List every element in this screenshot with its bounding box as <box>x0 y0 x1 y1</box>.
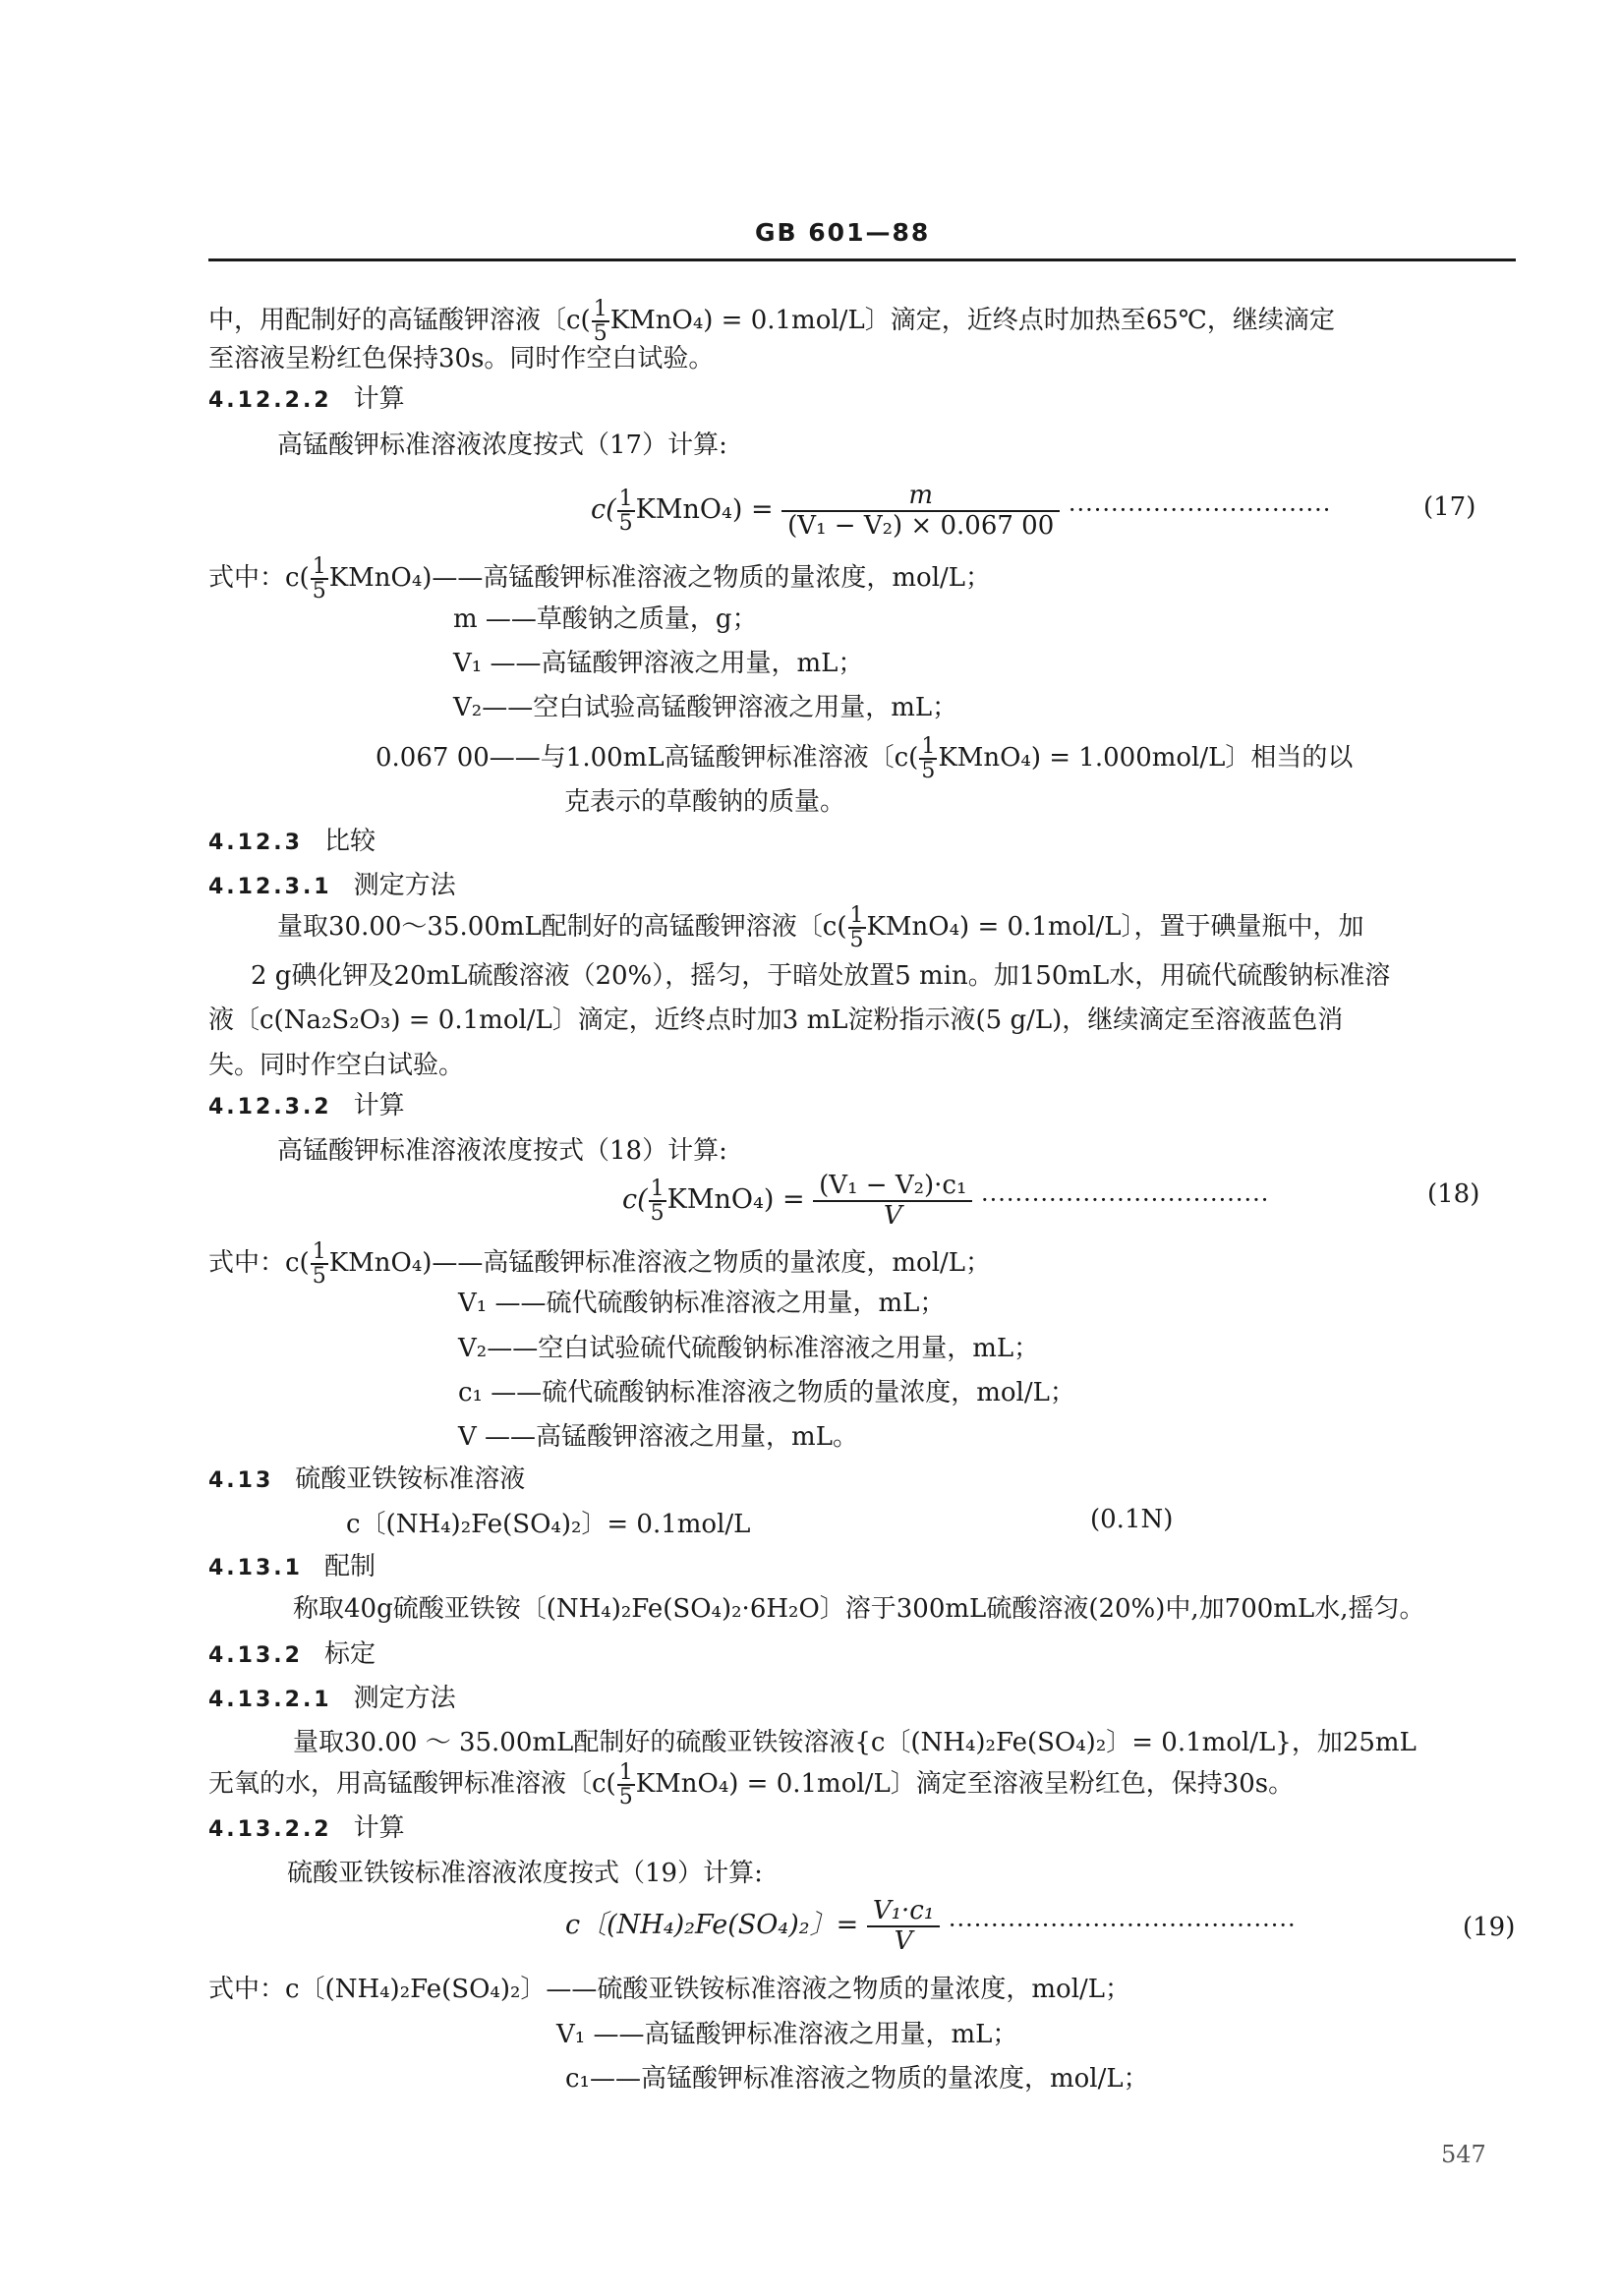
where-item: V₁ ——硫代硫酸钠标准溶液之用量，mL； <box>458 1289 946 1318</box>
fraction-one-fifth: $\frac{1}{5}$ <box>593 297 607 347</box>
formula-18-fraction: $\frac{\text{(V₁ − V₂)·c₁}}{V}$ <box>813 1172 972 1230</box>
section-heading-4-12-2-2: 4.12.2.2 计算 <box>208 384 405 414</box>
formula-19: c〔(NH₄)₂Fe(SO₄)₂〕= $\frac{\text{V₁·c₁}}{V}$ ········································· <box>565 1896 1297 1956</box>
paragraph-line: 液〔c(Na₂S₂O₃) = 0.1mol/L〕滴定，近终点时加3 mL淀粉指示液(5 g/L)，继续滴定至溶液蓝色消 <box>208 1005 1344 1035</box>
paragraph-line: 至溶液呈粉红色保持30s。同时作空白试验。 <box>208 344 715 373</box>
formula-intro-17: 高锰酸钾标准溶液浓度按式（17）计算: <box>277 430 727 460</box>
where-item: V₂——空白试验硫代硫酸钠标准溶液之用量，mL； <box>458 1334 1040 1363</box>
paragraph-line: 量取30.00 ～ 35.00mL配制好的硫酸亚铁铵溶液{c〔(NH₄)₂Fe(SO₄)₂〕= 0.1mol/L}，加25mL <box>293 1728 1417 1757</box>
formula-17: c( $\frac{1}{5}$ KMnO₄) = $\frac{m}{\text{(V₁ − V₂) × 0.067 00}}$ ······························· <box>591 481 1332 541</box>
equation-number-19: (19) <box>1463 1913 1516 1942</box>
where-item: c₁ ——硫代硫酸钠标准溶液之物质的量浓度，mol/L； <box>458 1378 1075 1407</box>
where-item: V ——高锰酸钾溶液之用量，mL。 <box>458 1422 858 1452</box>
formula-18: c( $\frac{1}{5}$ KMnO₄) = $\frac{\text{(V₁ − V₂)·c₁}}{V}$ ·································· <box>622 1171 1270 1231</box>
equation-number-17: (17) <box>1423 492 1476 522</box>
section-heading-4-13-2-1: 4.13.2.1 测定方法 <box>208 1684 456 1713</box>
fraction-one-fifth: $\frac{1}{5}$ <box>849 903 864 953</box>
section-heading-4-13-2: 4.13.2 标定 <box>208 1639 376 1669</box>
where-item: m ——草酸钠之质量，g； <box>453 604 758 634</box>
paragraph-line: 称取40g硫酸亚铁铵〔(NH₄)₂Fe(SO₄)₂·6H₂O〕溶于300mL硫酸溶液(20%)中,加700mL水,摇匀。 <box>293 1594 1425 1624</box>
where-item: V₂——空白试验高锰酸钾溶液之用量，mL； <box>453 693 958 722</box>
fraction-one-fifth: $\frac{1}{5}$ <box>921 734 936 784</box>
where-item: V₁ ——高锰酸钾标准溶液之用量，mL； <box>556 2020 1018 2049</box>
formula-19-fraction: $\frac{\text{V₁·c₁}}{V}$ <box>867 1897 940 1955</box>
where-item: 克表示的草酸钠的质量。 <box>564 787 846 817</box>
paragraph-line: 无氧的水，用高锰酸钾标准溶液〔c( $\frac{1}{5}$ KMnO₄) = 0.1mol/L〕滴定至溶液呈粉红色，保持30s。 <box>208 1760 1295 1810</box>
normality-4-13: (0.1N) <box>1090 1505 1174 1534</box>
document-header-title: GB 601—88 <box>755 218 931 247</box>
section-heading-4-12-3-1: 4.12.3.1 测定方法 <box>208 871 456 900</box>
paragraph-line: 量取30.00～35.00mL配制好的高锰酸钾溶液〔c( $\frac{1}{5}$ KMnO₄) = 0.1mol/L〕，置于碘量瓶中，加 <box>277 903 1364 953</box>
where-item: c₁——高锰酸钾标准溶液之物质的量浓度，mol/L； <box>565 2064 1149 2094</box>
formula-17-fraction: $\frac{m}{\text{(V₁ − V₂) × 0.067 00}}$ <box>781 482 1060 540</box>
where-item: 0.067 00——与1.00mL高锰酸钾标准溶液〔c( $\frac{1}{5}$ KMnO₄) = 1.000mol/L〕相当的以 <box>376 734 1354 784</box>
section-heading-4-13-2-2: 4.13.2.2 计算 <box>208 1813 405 1843</box>
where-item: V₁ ——高锰酸钾溶液之用量，mL； <box>453 649 864 678</box>
section-heading-4-12-3: 4.12.3 比较 <box>208 827 376 856</box>
paragraph-line: 中，用配制好的高锰酸钾溶液〔c( $\frac{1}{5}$ KMnO₄) = 0.1mol/L〕滴定，近终点时加热至65℃，继续滴定 <box>208 297 1335 347</box>
section-heading-4-13: 4.13 硫酸亚铁铵标准溶液 <box>208 1464 526 1494</box>
equation-number-18: (18) <box>1427 1179 1480 1209</box>
fraction-one-fifth: $\frac{1}{5}$ <box>312 1239 326 1290</box>
formula-intro-19: 硫酸亚铁铵标准溶液浓度按式（19）计算: <box>287 1859 763 1888</box>
fraction-one-fifth: $\frac{1}{5}$ <box>650 1176 665 1226</box>
section-heading-4-13-1: 4.13.1 配制 <box>208 1552 376 1581</box>
page-number: 547 <box>1441 2141 1486 2168</box>
concentration-4-13: c〔(NH₄)₂Fe(SO₄)₂〕= 0.1mol/L <box>346 1510 751 1539</box>
formula-intro-18: 高锰酸钾标准溶液浓度按式（18）计算: <box>277 1136 727 1166</box>
paragraph-line: 失。同时作空白试验。 <box>208 1051 465 1080</box>
fraction-one-fifth: $\frac{1}{5}$ <box>618 1760 633 1810</box>
section-heading-4-12-3-2: 4.12.3.2 计算 <box>208 1091 405 1120</box>
where-item: 式中：c〔(NH₄)₂Fe(SO₄)₂〕——硫酸亚铁铵标准溶液之物质的量浓度，mol/L； <box>208 1975 1131 2004</box>
fraction-one-fifth: $\frac{1}{5}$ <box>312 554 326 604</box>
where-item: 式中：c( $\frac{1}{5}$ KMnO₄)——高锰酸钾标准溶液之物质的量浓度，mol/L； <box>208 1239 992 1290</box>
where-item: 式中：c( $\frac{1}{5}$ KMnO₄)——高锰酸钾标准溶液之物质的量浓度，mol/L； <box>208 554 992 604</box>
fraction-one-fifth: $\frac{1}{5}$ <box>618 486 633 536</box>
header-rule <box>208 258 1516 261</box>
paragraph-line: 2 g碘化钾及20mL硫酸溶液（20%），摇匀，于暗处放置5 min。加150mL水，用硫代硫酸钠标准溶 <box>251 961 1391 991</box>
